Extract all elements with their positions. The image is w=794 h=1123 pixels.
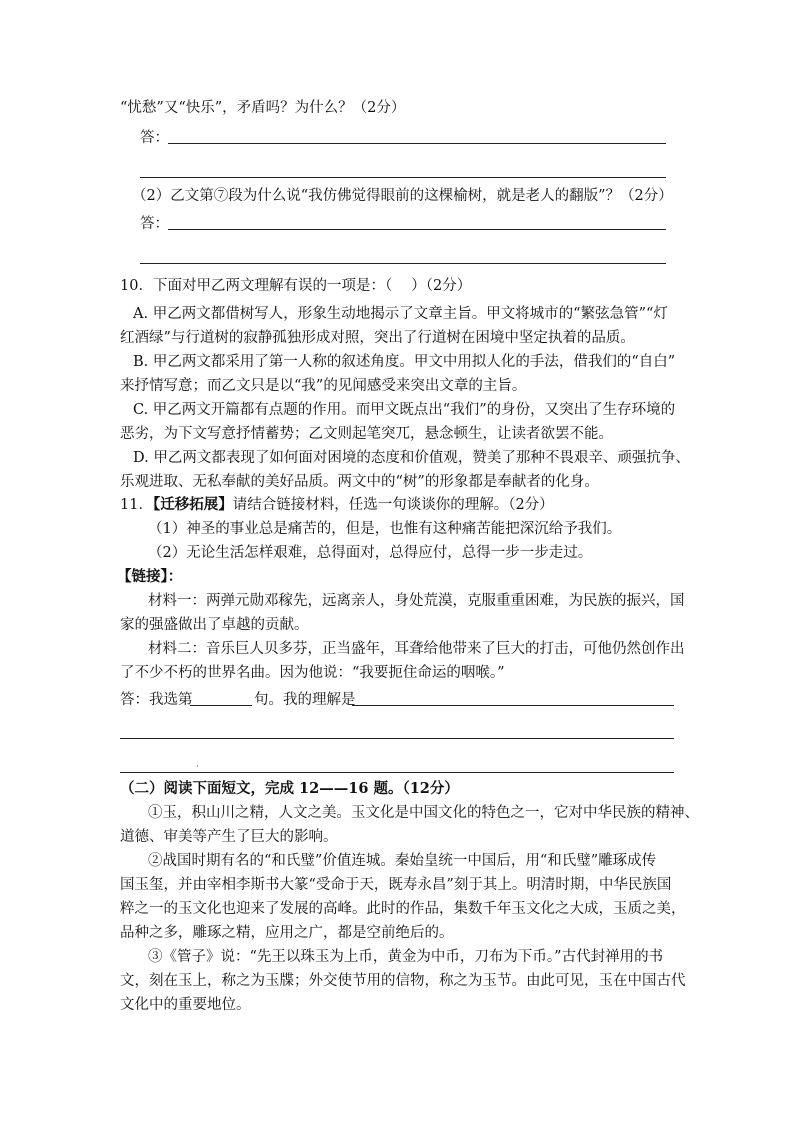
paragraph-1-line1: ①玉，积山川之精，人文之美。玉文化是中国文化的特色之一，它对中华民族的精神、 xyxy=(148,805,699,821)
q10-option-c-line2: 恶劣，为下文写意抒情蓄势；乙文则起笔突兀，悬念顿生，让读者欲罢不能。 xyxy=(120,426,613,442)
q10-option-c-line1: C. 甲乙两文开篇都有点题的作用。而甲文既点出“我们”的身份，又突出了生存环境的 xyxy=(133,402,676,418)
q9-question-line: “忧愁”又“快乐”，矛盾吗？为什么？（2分） xyxy=(120,100,406,116)
answer-line xyxy=(168,229,666,230)
q11-link-label: 【链接】： xyxy=(117,568,183,585)
q10-option-b-line1: B. 甲乙两文都采用了第一人称的叙述角度。甲文中用拟人化的手法，借我们的“自白” xyxy=(133,354,676,370)
q11-option-1: （1）神圣的事业总是痛苦的，但是，也惟有这种痛苦能把深沉给予我们。 xyxy=(148,521,622,537)
paragraph-3-line2: 文，刻在玉上，称之为玉牒；外交使节用的信物，称之为玉节。由此可见，玉在中国古代 xyxy=(120,973,686,989)
q10-option-a-line1: A. 甲乙两文都借树写人，形象生动地揭示了文章主旨。甲文将城市的“繁弦急管”“灯 xyxy=(133,306,668,322)
q10-option-d-line1: D. 甲乙两文都表现了如何面对困境的态度和价值观，赞美了那种不畏艰辛、顽强抗争、 xyxy=(133,450,690,466)
answer-line xyxy=(168,143,666,144)
q9-sub-question-2: （2）乙文第⑦段为什么说“我仿佛觉得眼前的这棵榆树，就是老人的翻版”？（2分） xyxy=(132,188,673,204)
answer-line xyxy=(352,705,674,706)
q10-stem: 10．下面对甲乙两文理解有误的一项是：（ ）（2分） xyxy=(120,278,472,294)
paragraph-2-line2: 国玉玺，并由宰相李斯书大篆“受命于天，既寿永昌”刻于其上。明清时期，中华民族国 xyxy=(120,877,672,893)
section-2-heading: （二）阅读下面短文，完成 12——16 题。（12分） xyxy=(120,780,459,797)
stray-dot-mark: · xyxy=(196,762,199,772)
material-1-line1: 材料一：两弹元勋邓稼先，远离亲人，身处荒漠，克服重重困难，为民族的振兴，国 xyxy=(148,593,685,609)
choice-blank xyxy=(190,705,252,706)
q11-instruction: 请结合链接材料，任选一句谈谈你的理解。（2分） xyxy=(232,497,554,513)
q11-tag: 【迁移拓展】 xyxy=(152,496,233,513)
q11-stem xyxy=(120,495,554,515)
paragraph-3-line1: ③《管子》说：“先王以珠玉为上币，黄金为中币，刀布为下币。”古代封禅用的书 xyxy=(148,949,664,965)
q11-number: 11． xyxy=(120,497,153,513)
q11-answer-prefix: 答：我选第 xyxy=(120,692,193,708)
q9-answer-label-2: 答： xyxy=(140,216,169,232)
paragraph-2-line4: 品种之多，雕琢之精，应用之广，都是空前绝后的。 xyxy=(120,925,454,941)
q11-answer-suffix: 句。我的理解是 xyxy=(254,692,356,708)
paragraph-2-line1: ②战国时期有名的“和氏璧”价值连城。秦始皇统一中国后，用“和氏璧”雕琢成传 xyxy=(148,853,657,869)
material-1-line2: 家的强盛做出了卓越的贡献。 xyxy=(120,617,309,633)
paragraph-2-line3: 粹之一的玉文化也迎来了发展的高峰。此时的作品，集数千年玉文化之大成，玉质之美， xyxy=(120,901,686,917)
q11-option-2: （2）无论生活怎样艰难，总得面对，总得应付，总得一步一步走过。 xyxy=(148,545,593,561)
answer-line xyxy=(140,177,666,178)
q9-answer-label-1: 答： xyxy=(140,130,169,146)
q10-option-a-line2: 红酒绿”与行道树的寂静孤独形成对照，突出了行道树在困境中坚定执着的品质。 xyxy=(120,330,635,346)
q10-option-b-line2: 来抒情写意；而乙文只是以“我”的见闻感受来突出文章的主旨。 xyxy=(120,378,527,394)
material-2-line1: 材料二：音乐巨人贝多芬，正当盛年，耳聋给他带来了巨大的打击，可他仍然创作出 xyxy=(148,641,685,657)
paragraph-3-line3: 文化中的重要地位。 xyxy=(120,997,251,1013)
paragraph-1-line2: 道德、审美等产生了巨大的影响。 xyxy=(120,829,338,845)
material-2-line2: 了不少不朽的世界名曲。因为他说：“我要扼住命运的咽喉。” xyxy=(120,665,505,681)
q10-option-d-line2: 乐观进取、无私奉献的美好品质。两文中的“树”的形象都是奉献者的化身。 xyxy=(120,474,599,490)
answer-line xyxy=(120,738,674,739)
answer-line xyxy=(140,263,666,264)
answer-line xyxy=(120,772,674,773)
